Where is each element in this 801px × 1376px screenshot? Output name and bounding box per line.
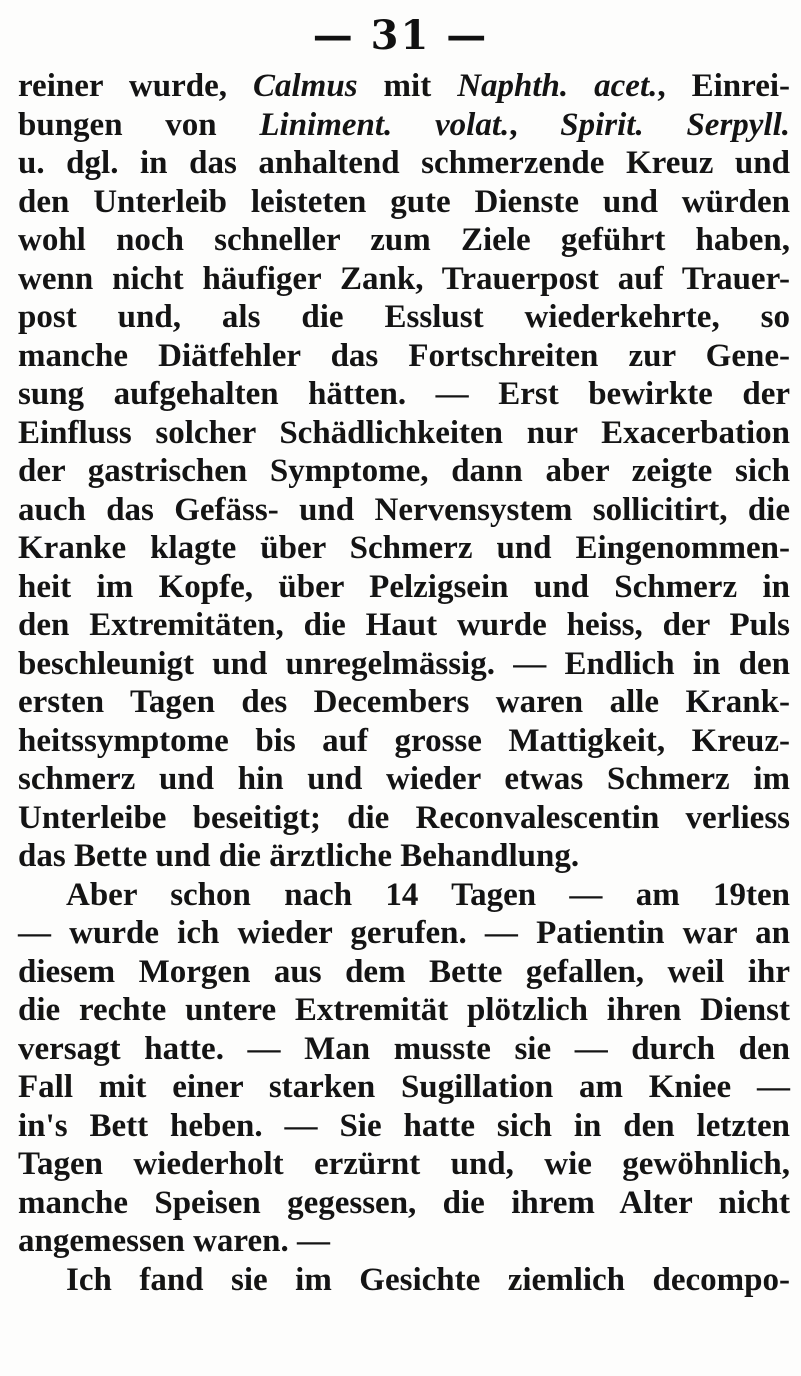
text-line (18, 1184, 790, 1223)
text-segment: Aber schon nach 14 Tagen — am 19ten (66, 876, 790, 913)
text-segment: heitssymptome bis auf grosse Mattigkeit, Kreuz- (18, 722, 790, 759)
text-segment: auch das Gefäss- und Nervensystem sollicitirt, die (18, 491, 790, 528)
text-segment: heit im Kopfe, über Pelzigsein und Schmerz in (18, 568, 790, 605)
text-segment: Unterleibe beseitigt; die Reconvalescentin verliess (18, 799, 790, 836)
text-segment: Ich fand sie im Gesichte ziemlich decompo- (66, 1261, 790, 1298)
text-segment: beschleunigt und unregelmässig. — Endlich in den (18, 645, 790, 682)
text-line (18, 529, 790, 568)
text-segment: — wurde ich wieder gerufen. — Patientin war an (18, 915, 790, 951)
text-line (18, 1030, 790, 1069)
text-segment: Tagen wiederholt erzürnt und, wie gewöhnlich, (18, 1146, 790, 1182)
text-segment: den Unterleib leisteten gute Dienste und würden (18, 183, 790, 220)
text-segment: Kranke klagte über Schmerz und Eingenommen- (18, 530, 790, 566)
text-segment: manche Diätfehler das Fortschreiten zur Gene- (18, 337, 790, 374)
text-line (18, 1261, 790, 1300)
text-segment: schmerz und hin und wieder etwas Schmerz im (18, 761, 790, 797)
text-line (18, 1222, 790, 1261)
page-number: — 31 — (312, 12, 489, 59)
text-line (18, 760, 790, 799)
text-line (18, 106, 790, 145)
text-line (18, 414, 790, 453)
text-segment: angemessen waren. — (18, 1223, 330, 1259)
text-line (18, 1107, 790, 1146)
text-segment: das Bette und die ärztliche Behandlung. (18, 838, 580, 874)
text-line (18, 683, 790, 722)
text-segment: manche Speisen gegessen, die ihrem Alter nicht (18, 1184, 790, 1221)
text-line (18, 953, 790, 992)
body-text (18, 67, 790, 1299)
italic-term: Liniment. volat. (259, 106, 510, 143)
text-line (18, 606, 790, 645)
text-segment: Einfluss solcher Schädlichkeiten nur Exacerbation (18, 414, 790, 451)
text-line (18, 645, 790, 684)
text-line (18, 722, 790, 761)
text-segment: , Einrei- (657, 68, 791, 104)
italic-term: Naphth. acet. (457, 68, 658, 104)
text-segment: u. dgl. in das anhaltend schmerzende Kreuz und (18, 145, 790, 181)
text-line (18, 491, 790, 530)
text-segment: mit (357, 68, 458, 104)
text-line (18, 337, 790, 376)
text-segment: der gastrischen Symptome, dann aber zeigte sich (18, 453, 790, 489)
italic-term: Calmus (253, 68, 358, 104)
text-segment: sung aufgehalten hätten. — Erst bewirkte der (18, 376, 790, 412)
text-segment: den Extremitäten, die Haut wurde heiss, der Puls (18, 607, 790, 643)
text-segment: Fall mit einer starken Sugillation am Kniee — (18, 1069, 790, 1105)
text-line (18, 1145, 790, 1184)
text-line (18, 991, 790, 1030)
text-segment: diesem Morgen aus dem Bette gefallen, weil ihr (18, 953, 790, 990)
text-segment: reiner wurde, (18, 68, 253, 104)
text-line (18, 67, 790, 106)
text-segment: , (509, 106, 561, 143)
text-line (18, 876, 790, 915)
text-line (18, 260, 790, 299)
text-segment: ersten Tagen des Decembers waren alle Krank- (18, 684, 790, 720)
italic-term: Spirit. Serpyll. (560, 106, 791, 143)
text-line (18, 183, 790, 222)
text-segment: wohl noch schneller zum Ziele geführt haben, (18, 222, 790, 258)
text-line (18, 1068, 790, 1107)
text-segment: bungen von (18, 106, 260, 143)
text-segment: versagt hatte. — Man musste sie — durch den (18, 1030, 790, 1067)
text-segment: post und, als die Esslust wiederkehrte, so (18, 299, 790, 335)
text-line (18, 837, 790, 876)
text-line (18, 144, 790, 183)
text-line (18, 375, 790, 414)
text-line (18, 568, 790, 607)
text-segment: wenn nicht häufiger Zank, Trauerpost auf Trauer- (18, 260, 790, 297)
text-line (18, 914, 790, 953)
text-line (18, 452, 790, 491)
text-line (18, 298, 790, 337)
text-segment: in's Bett heben. — Sie hatte sich in den letzten (18, 1107, 790, 1144)
text-line (18, 221, 790, 260)
text-segment: die rechte untere Extremität plötzlich ihren Dienst (18, 992, 790, 1028)
text-line (18, 799, 790, 838)
